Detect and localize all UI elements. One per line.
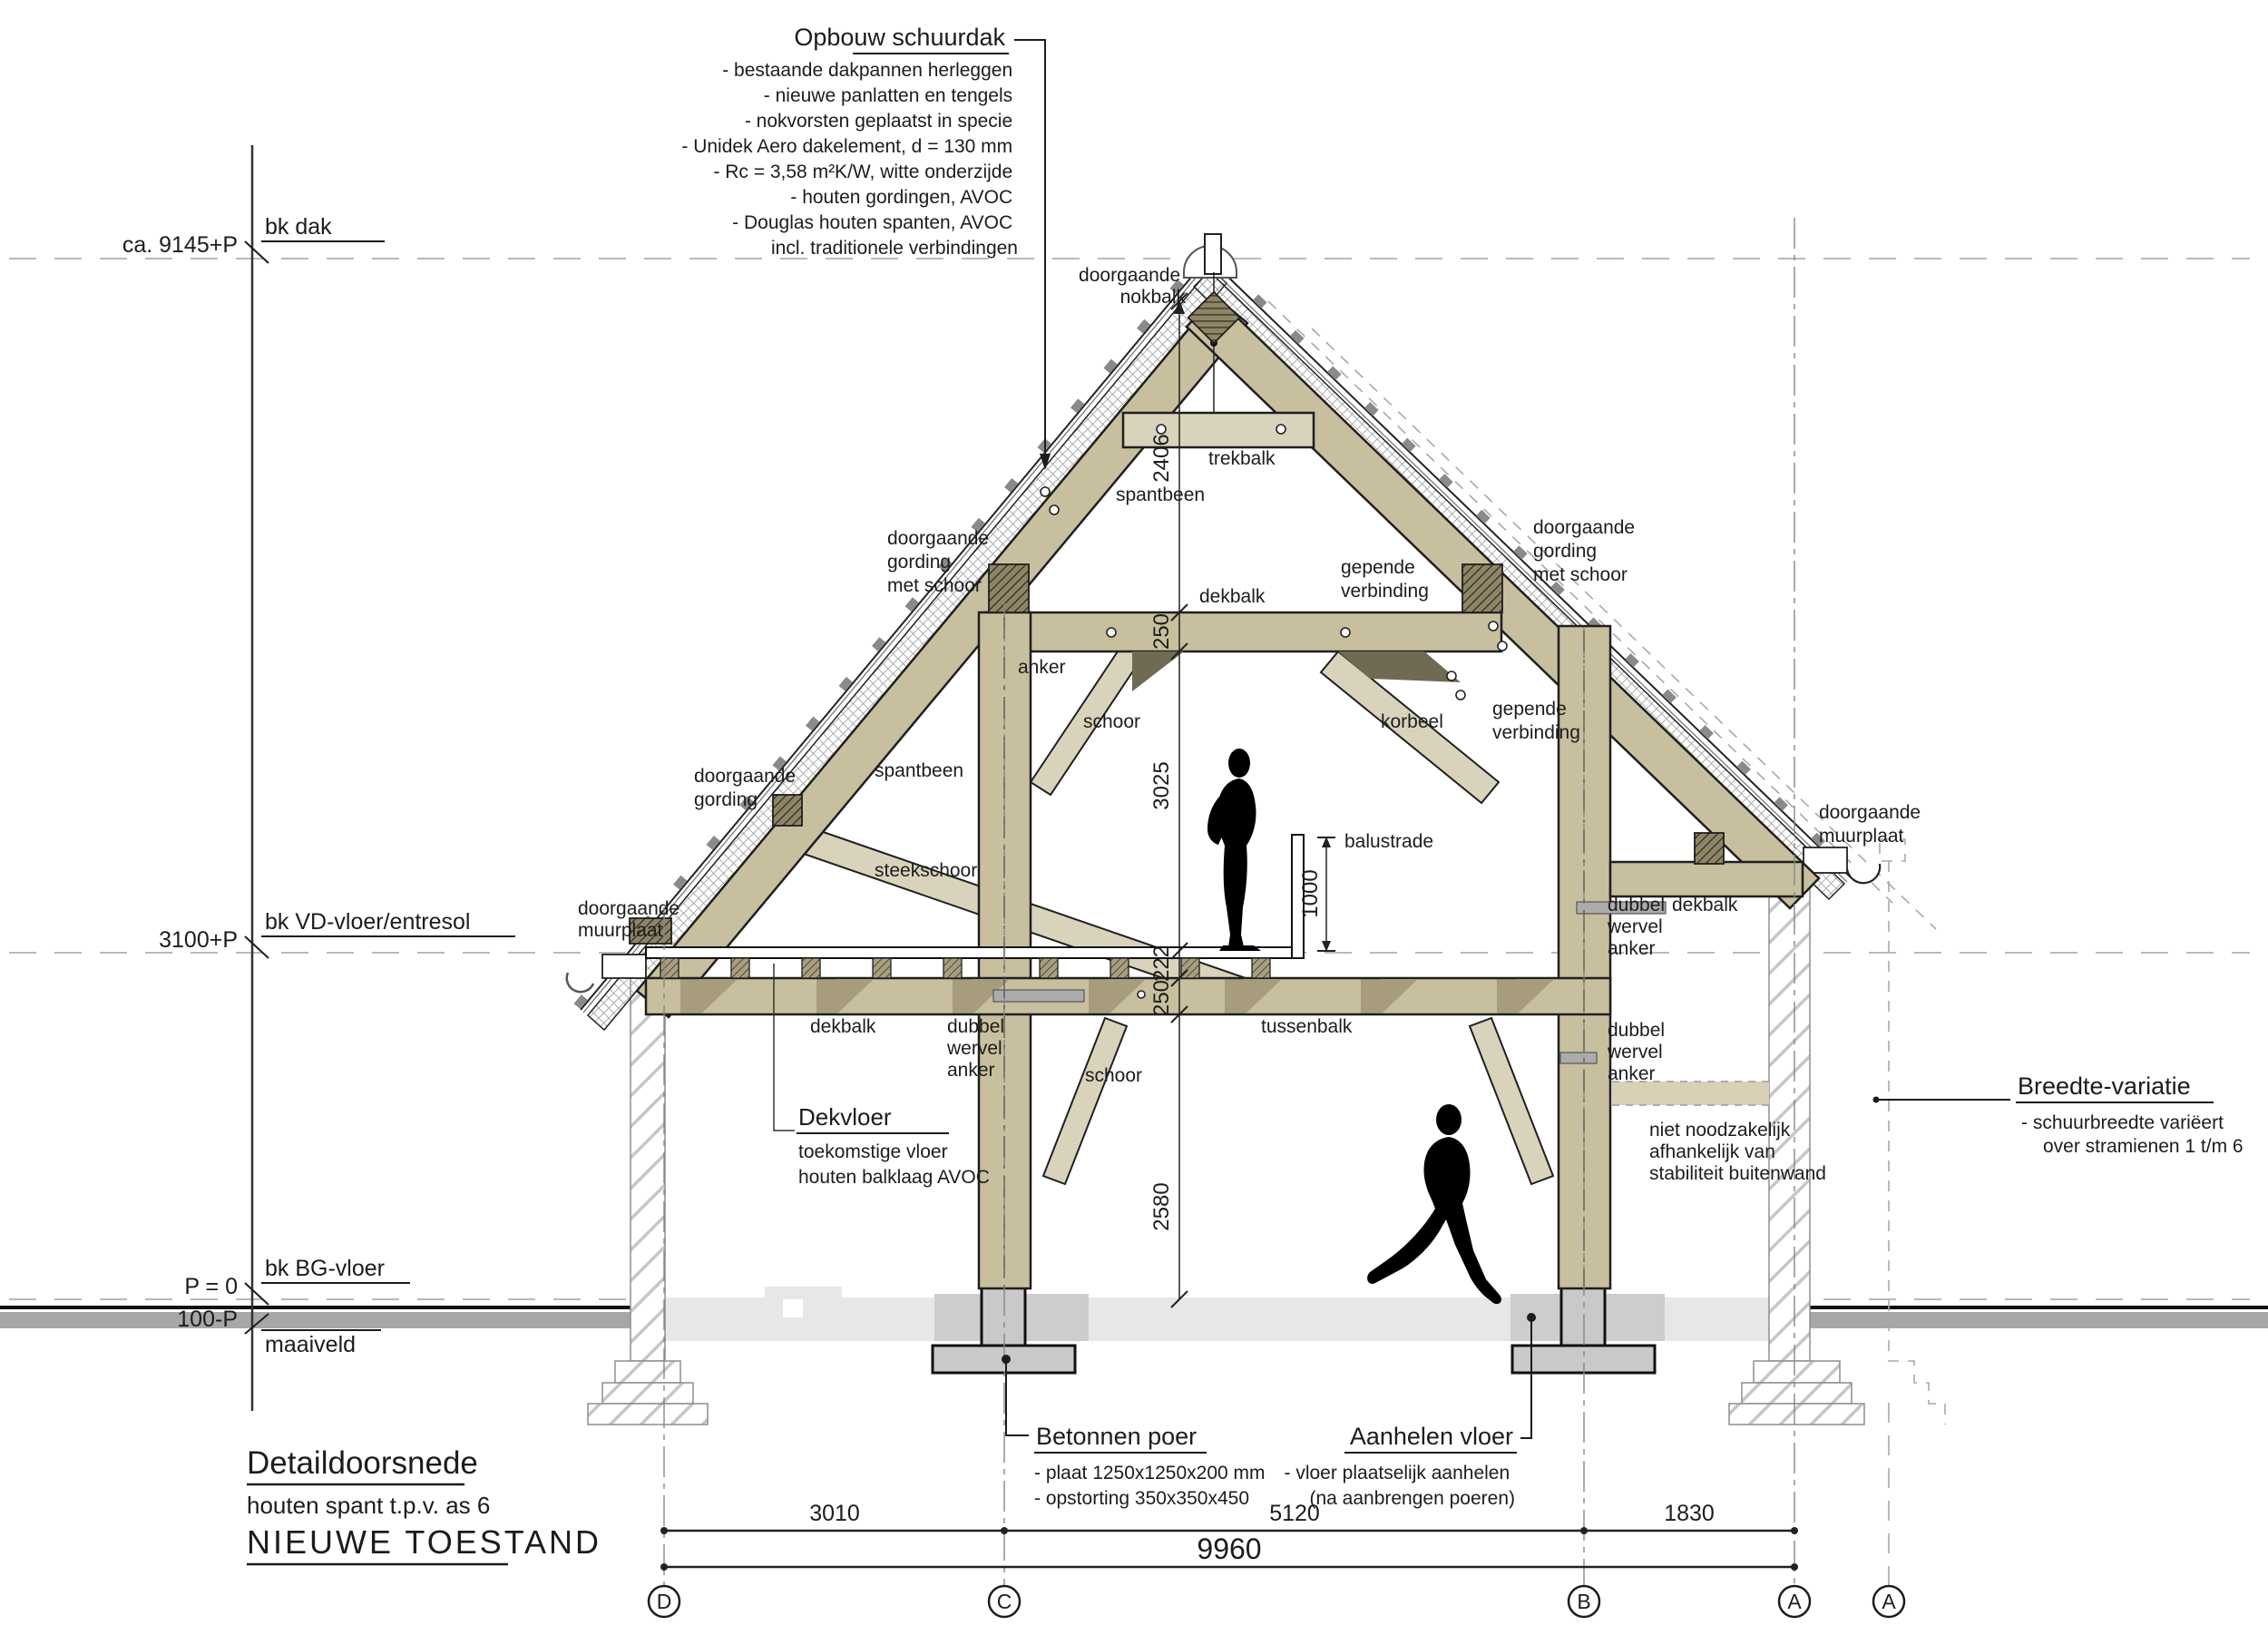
label-line: gording	[887, 552, 952, 573]
label-line: anker	[947, 1060, 995, 1081]
drawing-subtitle: houten spant t.p.v. as 6	[247, 1492, 491, 1519]
label-nokbalk	[1079, 265, 1186, 308]
label-line: verbinding	[1492, 722, 1580, 743]
dim-9960: 9960	[1197, 1532, 1262, 1565]
label-dekbalk-low: dekbalk	[810, 1016, 876, 1037]
dim-1830: 1830	[1664, 1501, 1715, 1526]
dim-222: 222	[1149, 945, 1174, 983]
label-steekschoor: steekschoor	[875, 860, 978, 881]
roof-right-slope	[1194, 261, 1853, 899]
label-line: doorgaande	[1819, 802, 1921, 823]
betonnen-lines	[1034, 1463, 1270, 1509]
label-schoor-mid: schoor	[1085, 1065, 1143, 1086]
ridge-cap	[1184, 234, 1237, 278]
dim-3010: 3010	[809, 1501, 860, 1526]
bottom-dimensions	[660, 1501, 1798, 1571]
dekvloer-title: Dekvloer	[798, 1103, 892, 1131]
grid-bubbles	[649, 1586, 1904, 1617]
label-line: stabiliteit buitenwand	[1649, 1163, 1826, 1184]
label-line: verbinding	[1341, 581, 1429, 602]
label-trekbalk: trekbalk	[1208, 448, 1276, 469]
label-line: doorgaande	[578, 898, 680, 919]
dim-2406: 2406	[1149, 434, 1174, 483]
label-spantbeen-top: spantbeen	[1116, 485, 1206, 505]
grid-bubble-d: D	[656, 1590, 672, 1613]
label-wervel-right-lower	[1607, 1020, 1670, 1084]
breedte-variatie-note	[1873, 1072, 2244, 1157]
drawing-state: NIEUWE TOESTAND	[247, 1523, 602, 1561]
grid-bubble-c: C	[996, 1590, 1012, 1613]
label-tussenbalk: tussenbalk	[1261, 1016, 1353, 1037]
level-maaiveld-name: maaiveld	[265, 1332, 357, 1357]
label-balustrade: balustrade	[1344, 831, 1434, 852]
level-vd-value: 3100+P	[159, 927, 238, 953]
label-line: doorgaande	[1533, 517, 1636, 538]
schoor-mid-right-member	[1470, 1018, 1553, 1184]
dim-250-dekbalk: 250	[1149, 612, 1174, 651]
label-line: met schoor	[887, 575, 982, 596]
note-item: - houten gordingen, AVOC	[790, 187, 1013, 208]
label-line: muurplaat	[1819, 826, 1904, 847]
label-line: wervel	[947, 1038, 1002, 1059]
drawing-title: Detaildoorsnede	[247, 1445, 478, 1481]
betonnen-poer-note	[1002, 1355, 1270, 1509]
dekbalk-right-member	[1610, 862, 1803, 896]
note-item: - Rc = 3,58 m²K/W, witte onderzijde	[713, 162, 1013, 182]
left-wall	[588, 978, 708, 1425]
note-item: - Douglas houten spanten, AVOC	[732, 212, 1013, 233]
label-line: (na aanbrengen poeren)	[1309, 1488, 1515, 1509]
person-standing	[1207, 749, 1261, 951]
level-bg-name: bk BG-vloer	[265, 1256, 385, 1281]
dekvloer-lines	[798, 1141, 990, 1188]
label-muurplaat-right	[1819, 802, 1926, 847]
label-line: gording	[1533, 541, 1598, 562]
label-line: dubbel	[947, 1016, 1005, 1037]
label-spantbeen-left: spantbeen	[875, 760, 964, 781]
dim-3025: 3025	[1149, 761, 1174, 810]
label-line: gepende	[1341, 557, 1415, 578]
label-line: gepende	[1492, 699, 1567, 720]
label-line: - vloer plaatselijk aanhelen	[1284, 1463, 1510, 1483]
label-dekbalk-right: dekbalk	[1672, 895, 1738, 916]
level-dak-name: bk dak	[265, 214, 332, 240]
aanhelen-vloer-note	[1285, 1313, 1537, 1509]
label-line: anker	[1608, 1063, 1656, 1084]
label-gording-schoor-right	[1533, 517, 1640, 585]
label-line: - schuurbreedte variëert	[2021, 1112, 2224, 1133]
grid-bubble-b: B	[1577, 1590, 1591, 1613]
note-item: - nokvorsten geplaatst in specie	[744, 111, 1013, 132]
title-block	[247, 1445, 601, 1564]
dim-5120: 5120	[1269, 1501, 1320, 1526]
label-line: dubbel	[1608, 1020, 1666, 1041]
breedte-title: Breedte-variatie	[2018, 1072, 2191, 1100]
label-line: niet noodzakelijk	[1649, 1120, 1791, 1141]
label-wervel-right-upper	[1607, 895, 1670, 959]
grid-bubble-a2: A	[1882, 1590, 1896, 1613]
label-line: anker	[1608, 938, 1656, 959]
entresol-deck	[646, 947, 1304, 958]
schoor-mid-left-member	[1043, 1018, 1127, 1184]
person-walking	[1367, 1104, 1501, 1304]
roof-buildup-items	[681, 60, 1018, 259]
label-line: toekomstige vloer	[798, 1141, 948, 1162]
label-anker: anker	[1018, 657, 1066, 678]
label-line: wervel	[1608, 1042, 1663, 1062]
dim-250-tussenbalk: 250	[1149, 979, 1174, 1017]
label-line: met schoor	[1533, 564, 1628, 585]
aanhelen-title: Aanhelen vloer	[1349, 1423, 1513, 1450]
optional-beam-band	[1612, 1082, 1769, 1105]
member-labels	[578, 265, 1926, 1184]
label-line: doorgaande	[694, 766, 797, 787]
label-line: - opstorting 350x350x450	[1034, 1488, 1249, 1509]
roof-buildup-note	[681, 24, 1051, 470]
label-line: over stramienen 1 t/m 6	[2043, 1136, 2244, 1157]
label-line: muurplaat	[578, 920, 663, 941]
label-line: - plaat 1250x1250x200 mm	[1034, 1463, 1266, 1483]
note-item: - nieuwe panlatten en tengels	[763, 85, 1013, 106]
label-line: dubbel	[1608, 895, 1666, 916]
muurplaat-left-block	[602, 955, 646, 978]
gutter-left-icon	[567, 973, 593, 992]
dekbalk-member	[984, 612, 1501, 651]
label-gepende-top	[1341, 557, 1429, 602]
dim-1000: 1000	[1298, 869, 1323, 918]
note-item: incl. traditionele verbindingen	[770, 238, 1018, 259]
label-line: nokbalk	[1119, 287, 1186, 308]
note-item: - Unidek Aero dakelement, d = 130 mm	[681, 136, 1013, 157]
tussenbalk-member	[646, 978, 1610, 1017]
level-vd-name: bk VD-vloer/entresol	[265, 909, 471, 935]
dim-2580: 2580	[1149, 1182, 1174, 1231]
level-bg-value: P = 0	[184, 1274, 238, 1299]
label-line: houten balklaag AVOC	[798, 1167, 990, 1188]
level-markers	[122, 145, 515, 1411]
note-item: - bestaande dakpannen herleggen	[722, 60, 1013, 81]
betonnen-title: Betonnen poer	[1036, 1423, 1198, 1450]
label-line: doorgaande	[1079, 265, 1181, 286]
breedte-lines	[2021, 1112, 2244, 1157]
label-line: wervel	[1608, 916, 1663, 937]
label-line: afhankelijk van	[1649, 1141, 1775, 1162]
label-dekbalk-top: dekbalk	[1199, 586, 1266, 607]
label-line: gording	[694, 789, 758, 810]
roof-buildup-title: Opbouw schuurdak	[794, 24, 1005, 51]
label-line: doorgaande	[887, 528, 990, 549]
level-maaiveld-value: 100-P	[177, 1307, 238, 1332]
shade-wedge-left	[1132, 651, 1184, 691]
grid-bubble-a: A	[1787, 1590, 1802, 1613]
level-dak-value: ca. 9145+P	[122, 232, 238, 258]
label-schoor-top: schoor	[1083, 711, 1141, 732]
label-korbeel: korbeel	[1381, 711, 1443, 732]
